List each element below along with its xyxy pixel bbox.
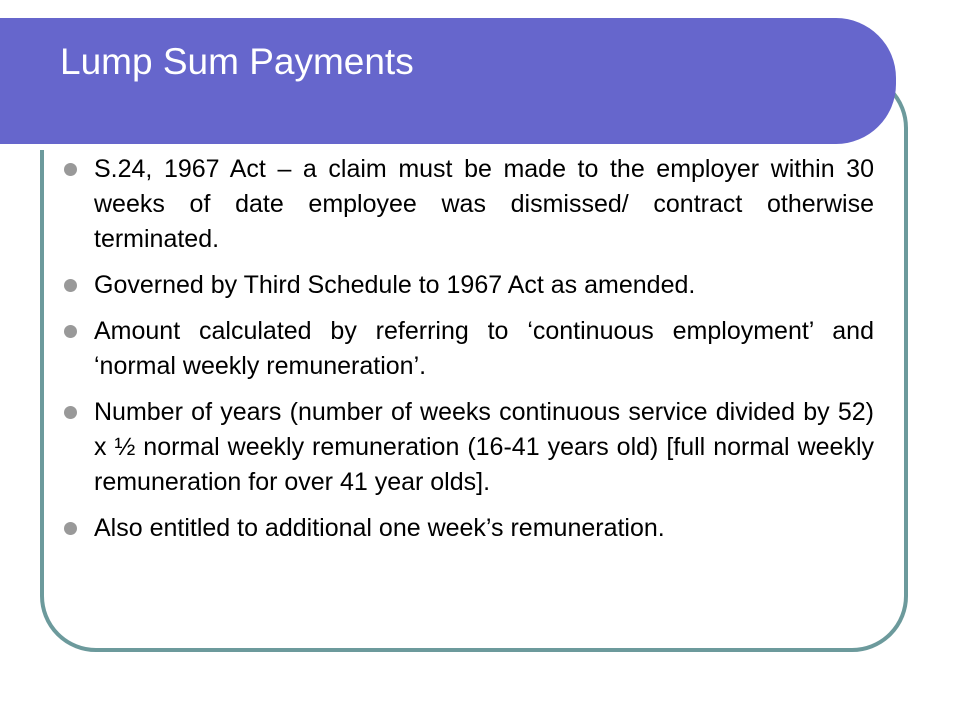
bullet-item xyxy=(64,395,874,500)
bullet-text: Also entitled to additional one week’s remuneration. xyxy=(94,514,665,542)
bullet-item xyxy=(64,268,874,303)
bullet-text: Number of years (number of weeks continuous service divided by 52) x ½ normal weekly remuneration (16-41 years old) [full normal weekly remuneration for over 41 year olds]. xyxy=(94,398,874,496)
bullet-text: Amount calculated by referring to ‘continuous employment’ and ‘normal weekly remuneration’. xyxy=(94,317,874,380)
bullet-text: Governed by Third Schedule to 1967 Act as amended. xyxy=(94,271,696,299)
title-underline xyxy=(0,144,848,150)
bullet-list xyxy=(64,152,874,557)
bullet-dot-icon xyxy=(64,279,77,292)
bullet-item xyxy=(64,511,874,546)
bullet-item xyxy=(64,152,874,257)
bullet-item xyxy=(64,314,874,384)
bullet-dot-icon xyxy=(64,163,77,176)
bullet-dot-icon xyxy=(64,406,77,419)
slide-title: Lump Sum Payments xyxy=(60,41,414,82)
bullet-text: S.24, 1967 Act – a claim must be made to the employer within 30 weeks of date employee was dismissed/ contract otherwise terminated. xyxy=(94,155,874,253)
bullet-dot-icon xyxy=(64,522,77,535)
bullet-dot-icon xyxy=(64,325,77,338)
